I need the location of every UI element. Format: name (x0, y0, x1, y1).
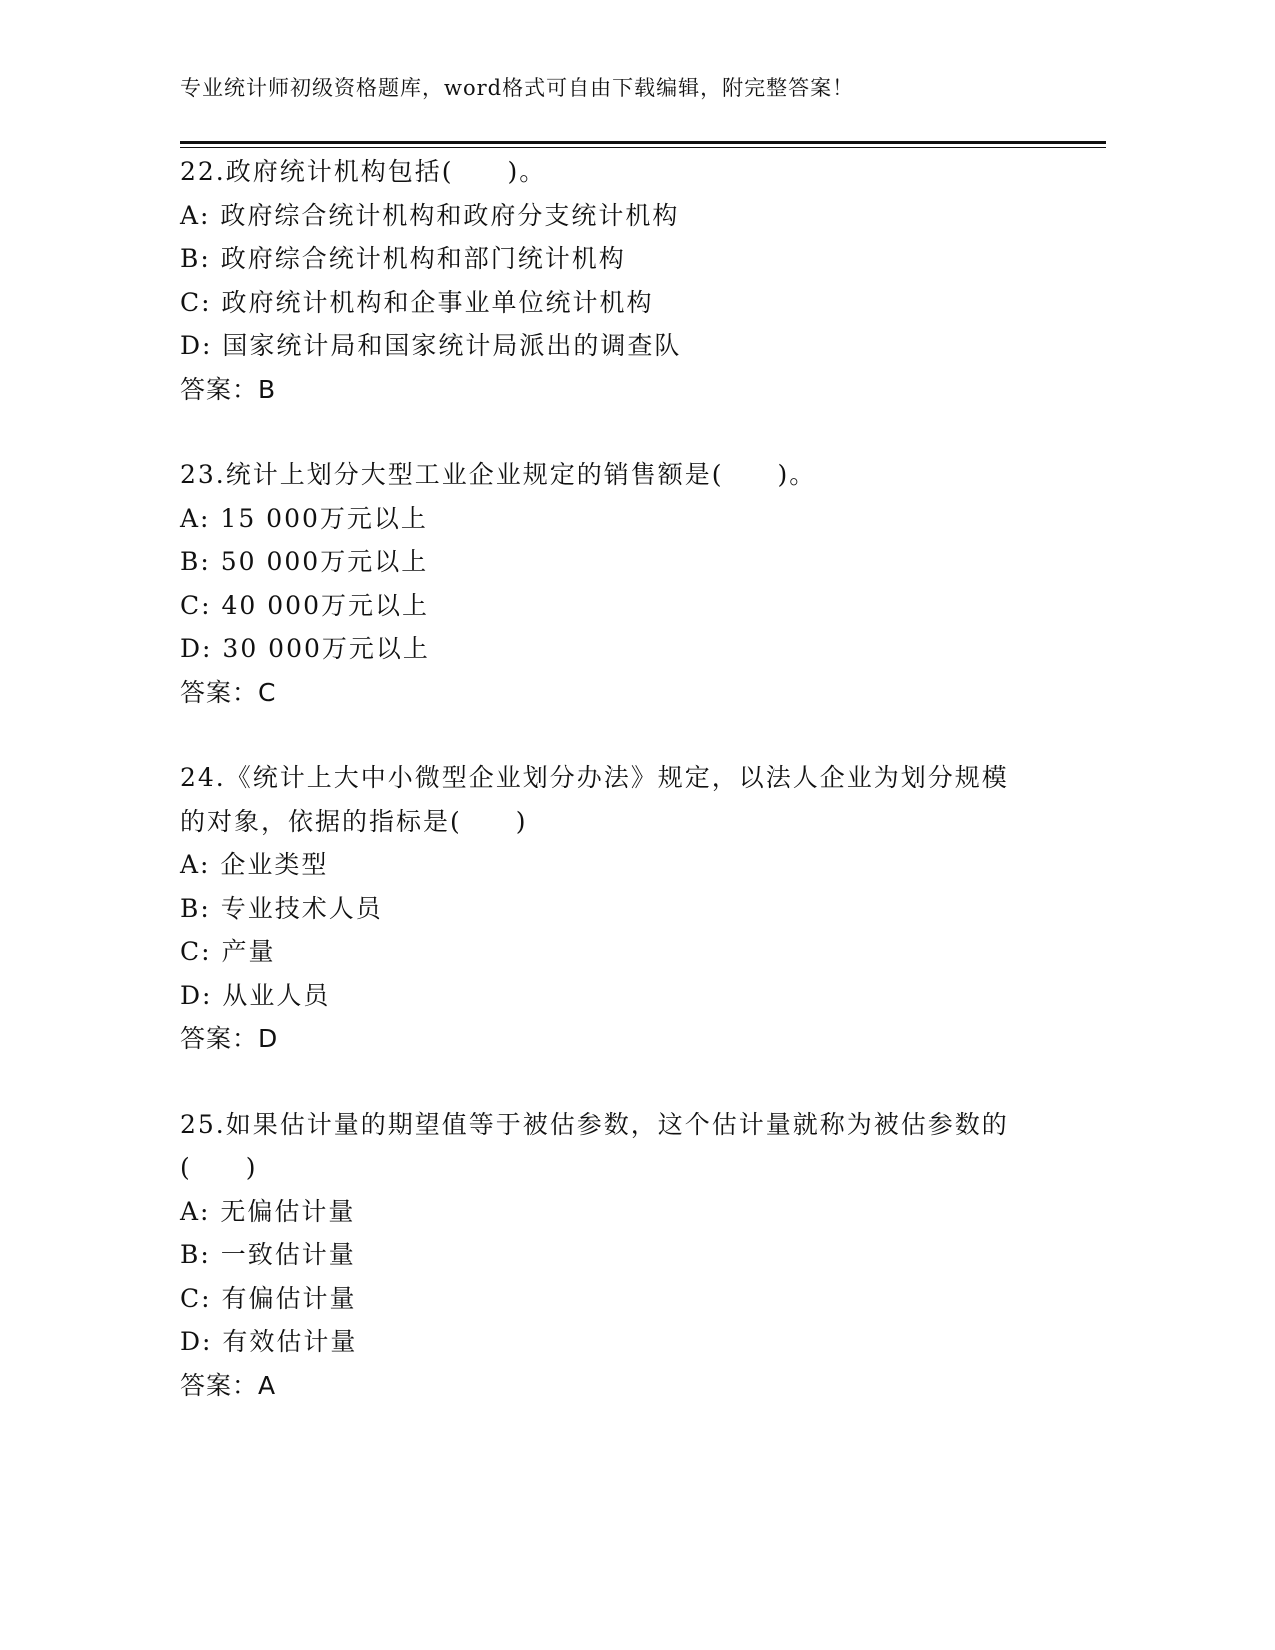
option-c: C: 有偏估计量 (180, 1283, 357, 1313)
question-stem: 24.《统计上大中小微型企业划分办法》规定，以法人企业为划分规模的对象，依据的指标是( ) (180, 763, 1009, 836)
answer-label: 答案：A (180, 1370, 277, 1400)
question-23 (180, 453, 1040, 714)
option-d: D: 30 000万元以上 (180, 634, 430, 663)
page-header-text: 专业统计师初级资格题库，word格式可自由下载编辑，附完整答案！ (180, 76, 855, 100)
option-a: A: 15 000万元以上 (180, 503, 428, 533)
option-c: C: 产量 (180, 937, 276, 966)
question-24 (180, 756, 1040, 1061)
header-rule-thick (180, 141, 1106, 144)
question-list (180, 150, 1040, 1449)
answer-label: 答案：B (180, 374, 277, 404)
option-d: D: 国家统计局和国家统计局派出的调查队 (180, 331, 682, 360)
question-22 (180, 150, 1040, 411)
option-a: A: 企业类型 (180, 850, 329, 879)
question-stem: 23.统计上划分大型工业企业规定的销售额是( )。 (180, 460, 817, 489)
answer-label: 答案：C (180, 677, 277, 707)
question-stem: 25.如果估计量的期望值等于被估参数，这个估计量就称为被估参数的( ) (180, 1109, 1009, 1182)
question-stem: 22.政府统计机构包括( )。 (180, 157, 547, 186)
option-c: C: 政府统计机构和企事业单位统计机构 (180, 287, 654, 317)
option-b: B: 专业技术人员 (180, 893, 383, 923)
option-b: B: 50 000万元以上 (180, 547, 429, 576)
answer-label: 答案：D (180, 1024, 279, 1053)
option-d: D: 从业人员 (180, 980, 331, 1010)
option-a: A: 无偏估计量 (180, 1196, 356, 1226)
option-d: D: 有效估计量 (180, 1327, 358, 1356)
option-b: B: 政府综合统计机构和部门统计机构 (180, 244, 626, 273)
option-c: C: 40 000万元以上 (180, 590, 429, 620)
option-b: B: 一致估计量 (180, 1240, 356, 1269)
question-25 (180, 1103, 1040, 1408)
header-rule-thin (180, 147, 1106, 148)
option-a: A: 政府综合统计机构和政府分支统计机构 (180, 200, 680, 230)
